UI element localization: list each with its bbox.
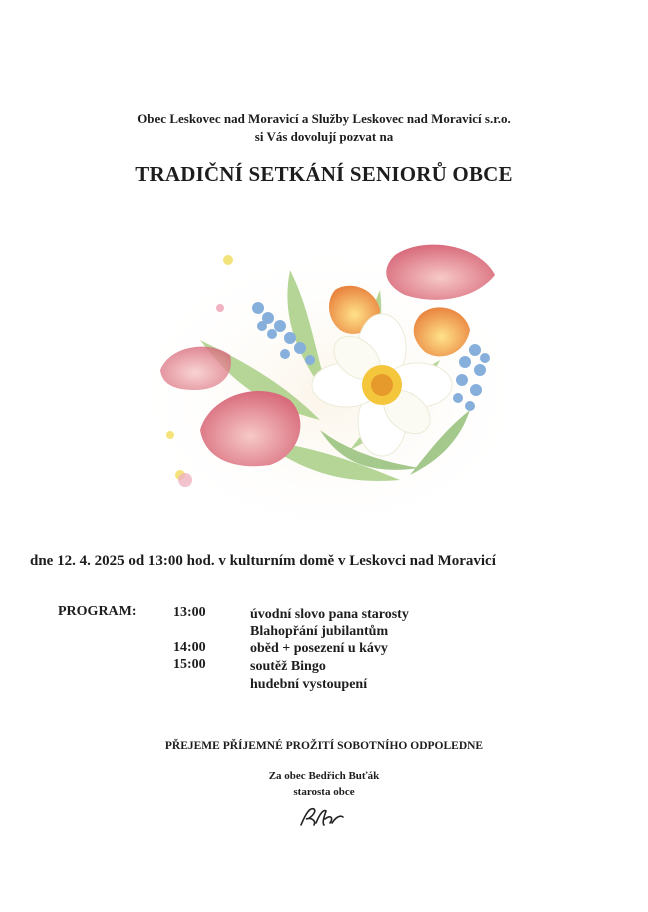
program-item: úvodní slovo pana starosty	[250, 607, 409, 622]
event-title: TRADIČNÍ SETKÁNÍ SENIORŮ OBCE	[135, 162, 513, 186]
program-item: oběd + posezení u kávy	[250, 641, 388, 656]
program-time: 14:00	[173, 640, 206, 655]
program-item: soutěž Bingo	[250, 659, 326, 674]
program-item: Blahopřání jubilantům	[250, 624, 389, 639]
flower-bouquet-illustration	[140, 230, 520, 520]
event-date-location: dne 12. 4. 2025 od 13:00 hod. v kulturním domě v Leskovci nad Moravicí	[30, 553, 496, 569]
signatory-name: Za obec Bedřich Buťák	[268, 770, 380, 782]
program-time: 15:00	[173, 657, 206, 672]
program-item: hudební vystoupení	[250, 677, 368, 692]
handwritten-signature-icon	[298, 803, 346, 829]
invitation-intro: si Vás dovolují pozvat na	[254, 129, 394, 144]
program-time: 13:00	[173, 605, 206, 620]
invitation-sender: Obec Leskovec nad Moravicí a Služby Leskovec nad Moravicí s.r.o.	[137, 111, 511, 126]
signatory-role: starosta obce	[293, 786, 355, 798]
closing-greeting: PŘEJEME PŘÍJEMNÉ PROŽITÍ SOBOTNÍHO ODPOLEDNE	[164, 740, 484, 752]
program-label: PROGRAM:	[58, 604, 137, 619]
